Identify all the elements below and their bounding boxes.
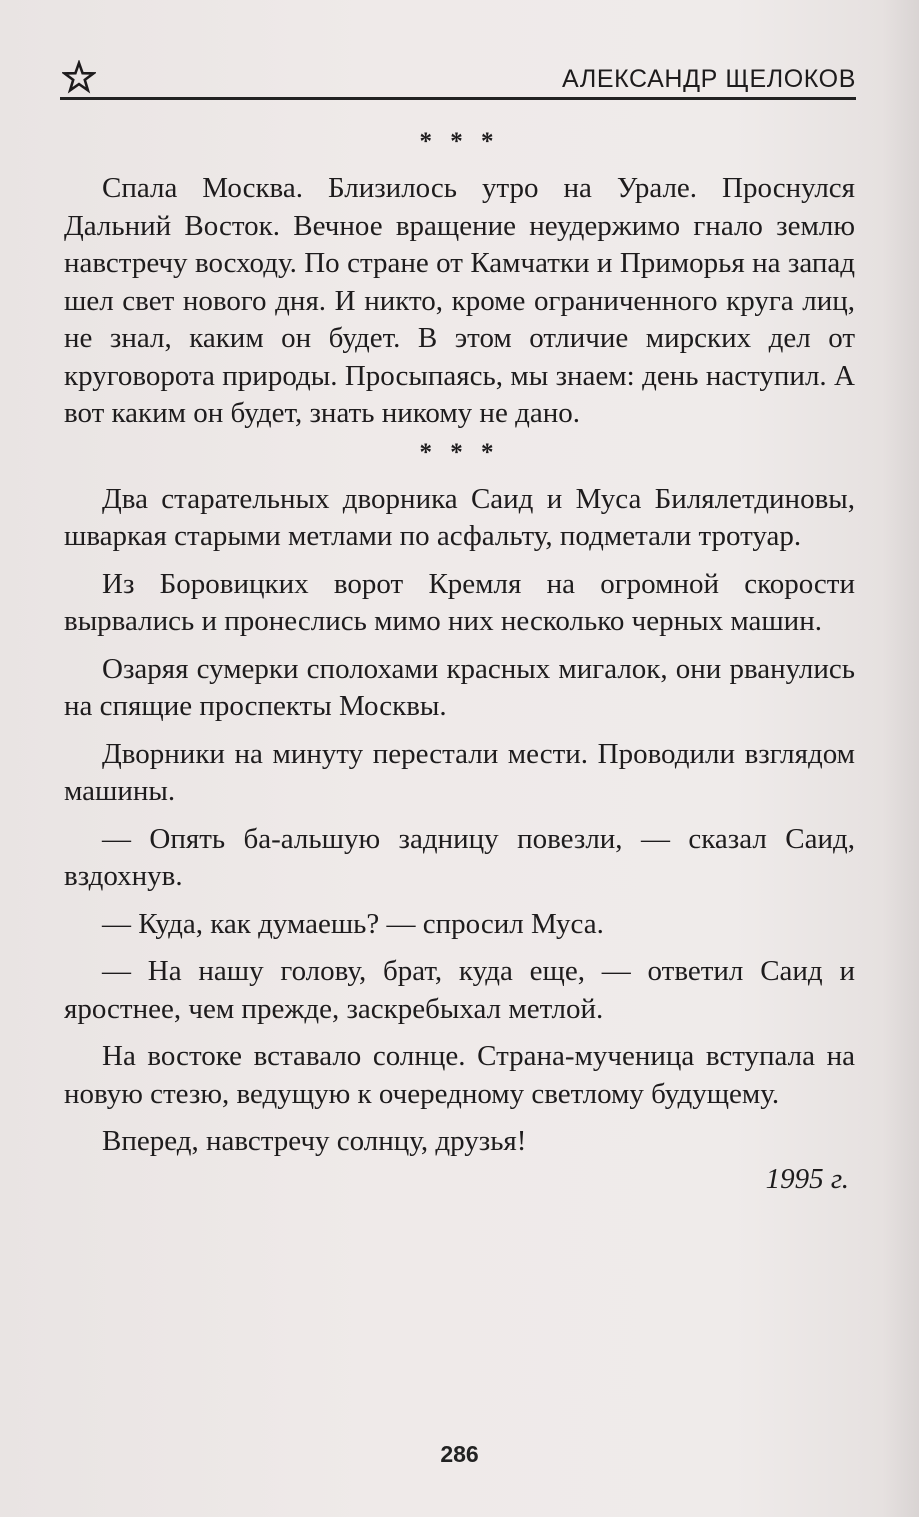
section-separator: * * *	[419, 438, 500, 466]
paragraph: Из Боровицких ворот Кремля на огромной скорости вырвались и пронеслись мимо них несколько черных машин.	[64, 567, 855, 637]
paragraph: Озаряя сумерки сполохами красных мигалок, они рванулись на спящие проспекты Москвы.	[64, 652, 855, 722]
star-outline-icon	[62, 60, 96, 94]
header-rule	[60, 97, 856, 100]
page-number: 286	[440, 1441, 479, 1467]
paragraph: Вперед, навстречу солнцу, друзья!	[102, 1125, 527, 1157]
paragraph: Дворники на минуту перестали мести. Проводили взглядом машины.	[64, 737, 855, 807]
running-header	[60, 58, 856, 100]
main-text	[64, 128, 855, 1198]
author-name: АЛЕКСАНДР ЩЕЛОКОВ	[562, 65, 856, 93]
dialogue-line: — Опять ба-альшую задницу повезли, — сказал Саид, вздохнув.	[64, 822, 855, 892]
paragraph: На востоке вставало солнце. Страна-мученица вступала на новую стезю, ведущую к очередному светлому будущему.	[64, 1040, 855, 1110]
dialogue-line: — На нашу голову, брат, куда еще, — ответил Саид и яростнее, чем прежде, заскребыхал метлой.	[64, 955, 855, 1025]
section-separator: * * *	[419, 128, 500, 155]
dialogue-line: — Куда, как думаешь? — спросил Муса.	[102, 907, 604, 940]
paragraph: Спала Москва. Близилось утро на Урале. Проснулся Дальний Восток. Вечное вращение неудержимо гнало землю навстречу восходу. По стране от Камчатки и Приморья на запад шел свет нового дня. И никто, кроме ограниченного круга лиц, не знал, каким он будет. В этом отличие мирских дел от круговорота природы. Просыпаясь, мы знаем: день наступил. А вот каким он будет, знать никому не дано.	[64, 172, 855, 429]
date-signature: 1995 г.	[765, 1162, 849, 1195]
paragraph: Два старательных дворника Саид и Муса Билялетдиновы, шваркая старыми метлами по асфальту, подметали тротуар.	[64, 482, 855, 552]
